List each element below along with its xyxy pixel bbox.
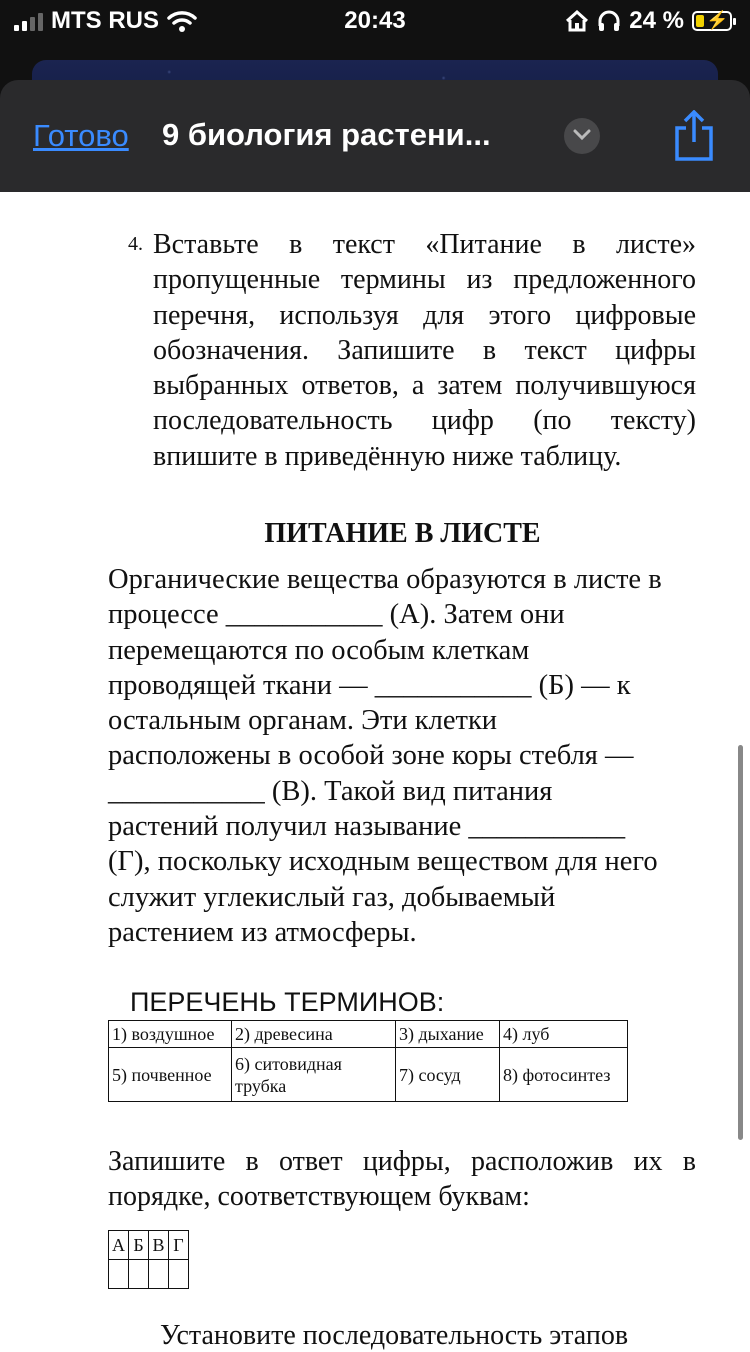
carrier-name: MTS RUS	[51, 7, 159, 34]
table-cell	[149, 1260, 169, 1289]
passage-text	[108, 562, 708, 950]
status-bar	[0, 0, 750, 44]
table-row	[109, 1260, 189, 1289]
task-instructions: Вставьте в текст «Питание в листе» пропущенные термины из предложенного перечня, используя для этого цифровые обозначения. Запишите в текст цифры выбранных ответов, а затем получившуюся последовательность цифр (по тексту) впишите в приведённую ниже таблицу.	[153, 229, 696, 472]
headphones-icon	[597, 10, 621, 32]
section-heading: ПИТАНИЕ В ЛИСТЕ	[264, 518, 541, 549]
document-title[interactable]: 9 биология растени...	[162, 117, 491, 152]
passage-line: растений получил называние ___________	[108, 811, 626, 843]
passage-line: процессе ___________ (А). Затем они	[108, 599, 565, 631]
task-number: 4.	[128, 233, 143, 255]
table-cell: В	[149, 1231, 169, 1260]
passage-line: (Г), поскольку исходным веществом для него	[108, 846, 658, 878]
passage-line: ___________ (В). Такой вид питания	[108, 775, 553, 807]
answer-table	[108, 1230, 189, 1289]
answer-instructions: Запишите в ответ цифры, расположив их в порядке, соответствующем буквам:	[108, 1146, 696, 1213]
terms-title: ПЕРЕЧЕНЬ ТЕРМИНОВ:	[130, 987, 445, 1017]
table-cell: Г	[169, 1231, 189, 1260]
table-cell: 8) фотосинтез	[500, 1048, 628, 1102]
passage-line: Органические вещества образуются в листе в	[108, 564, 662, 595]
passage-line: остальным органам. Эти клетки	[108, 705, 498, 737]
table-cell	[129, 1260, 149, 1289]
passage-line: перемещаются по особым клеткам	[108, 634, 530, 666]
scrollbar[interactable]	[738, 745, 743, 1140]
chevron-down-icon	[573, 129, 591, 141]
table-row	[109, 1048, 628, 1102]
clock: 20:43	[344, 7, 406, 34]
next-task-text: Установите последовательность этапов	[160, 1320, 629, 1351]
passage-line: проводящей ткани — ___________ (Б) — к	[108, 669, 631, 701]
table-cell: 2) древесина	[232, 1021, 396, 1048]
table-cell: 1) воздушное	[109, 1021, 232, 1048]
document-page[interactable]	[0, 192, 750, 1351]
document-nav-bar	[0, 80, 750, 192]
table-row	[109, 1231, 189, 1260]
table-cell: 6) ситовидная трубка	[232, 1048, 396, 1102]
table-cell: 3) дыхание	[396, 1021, 500, 1048]
table-cell: А	[109, 1231, 129, 1260]
table-cell: 7) сосуд	[396, 1048, 500, 1102]
table-cell	[109, 1260, 129, 1289]
title-menu-button[interactable]	[564, 118, 600, 154]
table-cell: 5) почвенное	[109, 1048, 232, 1102]
done-button[interactable]: Готово	[33, 118, 129, 153]
passage-line: расположены в особой зоне коры стебля —	[108, 740, 634, 772]
share-icon[interactable]	[672, 110, 716, 162]
passage-line: растением из атмосферы.	[108, 916, 417, 948]
table-row	[109, 1021, 628, 1048]
terms-table	[108, 1020, 628, 1102]
battery-percent: 24 %	[629, 7, 684, 34]
table-cell: Б	[129, 1231, 149, 1260]
table-cell: 4) луб	[500, 1021, 628, 1048]
battery-icon: ⚡	[692, 11, 732, 31]
table-cell	[169, 1260, 189, 1289]
passage-line: служит углекислый газ, добываемый	[108, 881, 556, 913]
home-icon	[565, 10, 589, 32]
